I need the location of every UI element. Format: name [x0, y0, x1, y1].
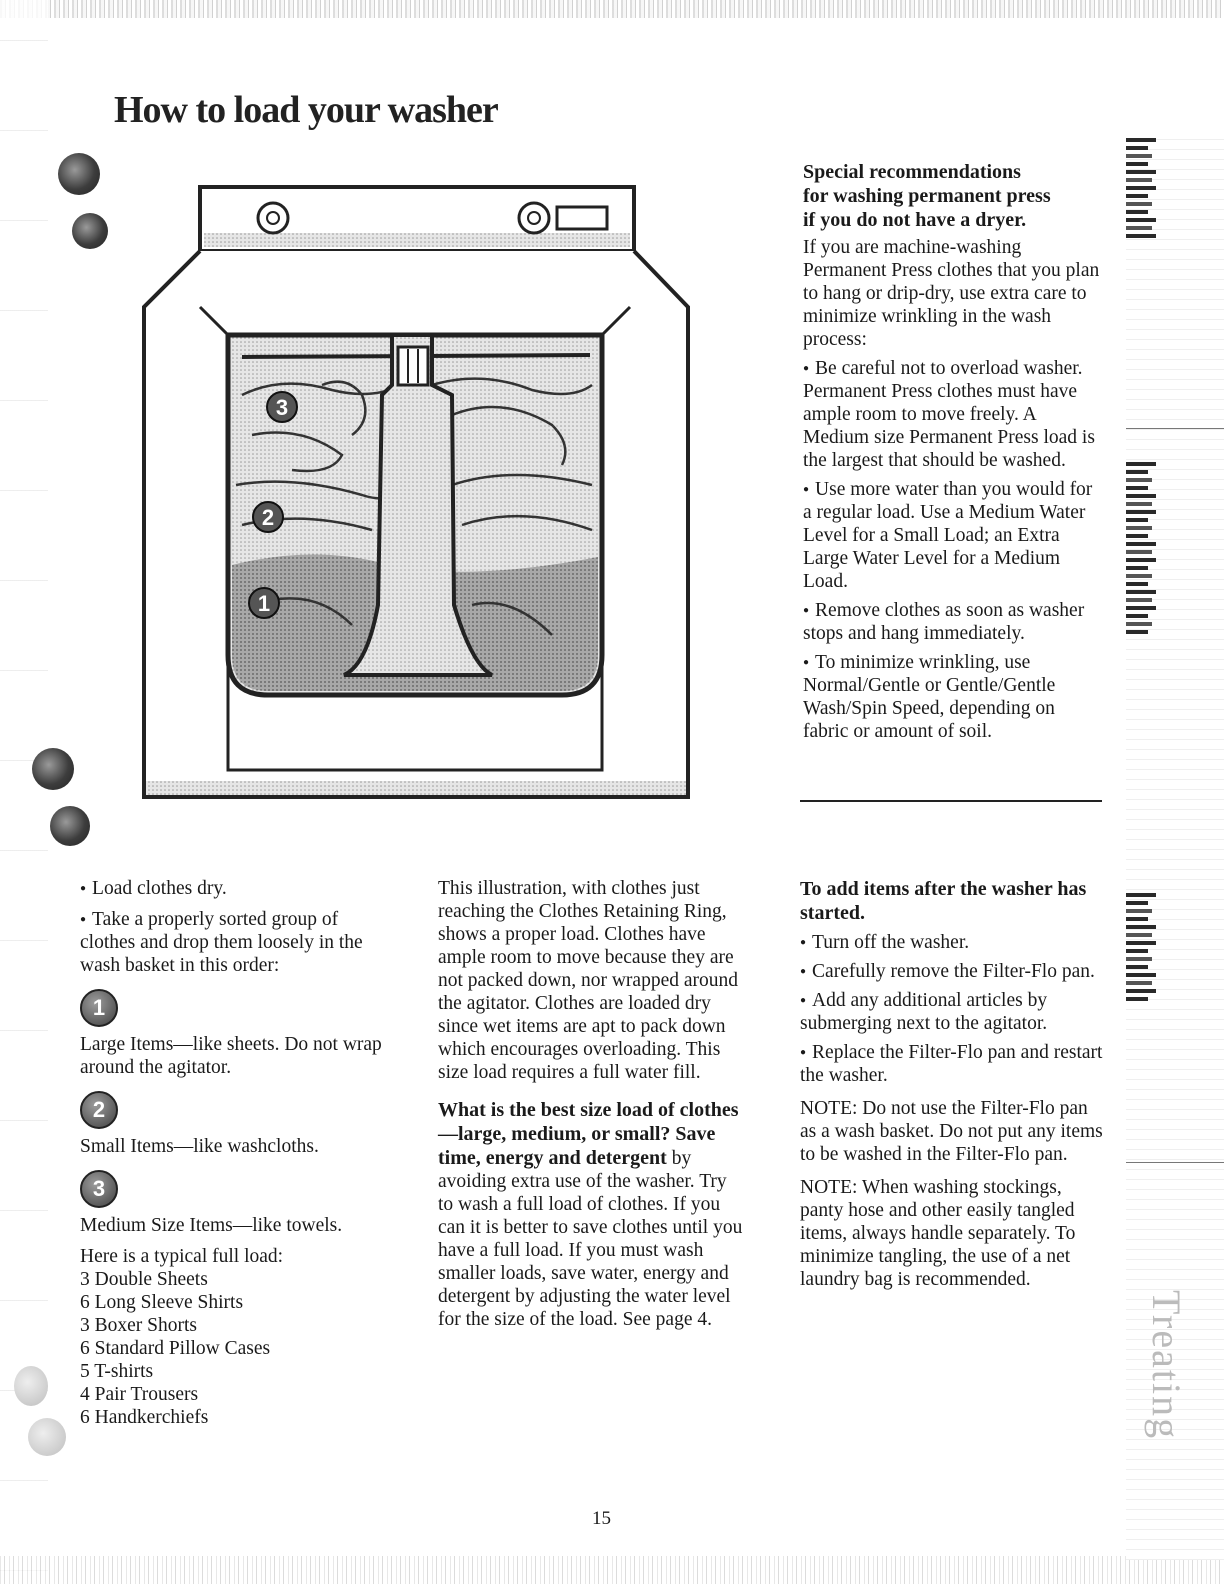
special-heading-line3: if you do not have a dryer. [803, 209, 1027, 231]
svg-text:1: 1 [257, 591, 271, 616]
step-1-number: 1 [80, 989, 118, 1027]
page-number: 15 [592, 1508, 611, 1529]
step-2-text: Small Items—like washcloths. [80, 1136, 319, 1157]
load-item: 6 Standard Pillow Cases [80, 1338, 271, 1359]
load-item: 6 Long Sleeve Shirts [80, 1292, 244, 1313]
sort-bullet: ● Take a properly sorted group of clothes and drop them loosely in the wash basket in this order: [80, 908, 390, 977]
best-size-body: by avoiding extra use of the washer. Try to wash a full load of clothes. If you can it is better to save clothes until you have a full load. If you must wash smaller loads, save water, energy and detergent by adjusting the water level for the size of the load. See page 4. [438, 1148, 743, 1330]
load-item: 4 Pair Trousers [80, 1384, 199, 1405]
step-3-text: Medium Size Items—like towels. [80, 1215, 343, 1236]
special-bullet: ● Be careful not to overload washer. Permanent Press clothes must have ample room to move freely. A Medium size Permanent Press load is the largest that should be washed. [803, 357, 1103, 472]
special-heading-line1: Special recommendations [803, 161, 1021, 183]
add-items-bullet: ● Carefully remove the Filter-Flo pan. [800, 960, 1104, 983]
scan-edge-bottom [0, 1556, 1224, 1584]
section-divider [800, 800, 1102, 802]
edge-tab-marks-3 [1126, 893, 1156, 1005]
edge-divider [1126, 1162, 1224, 1163]
special-intro: If you are machine-washing Permanent Press clothes that you plan to hang or drip-dry, use extra care to minimize wrinkling in the wash process: [803, 237, 1100, 350]
add-items-heading: To add items after the washer has started. [800, 878, 1087, 924]
side-tab-label: Treating [1144, 1290, 1189, 1441]
special-bullet: ● Use more water than you would for a regular load. Use a Medium Water Level for a Small Load; an Extra Large Water Level for a Medium Load. [803, 478, 1103, 593]
add-items-bullet: ● Add any additional articles by submerging next to the agitator. [800, 989, 1104, 1035]
special-bullet: ● To minimize wrinkling, use Normal/Gentle or Gentle/Gentle Wash/Spin Speed, depending on fabric or amount of soil. [803, 651, 1103, 743]
page-title: How to load your washer [114, 89, 498, 131]
load-item: 6 Handkerchiefs [80, 1407, 209, 1428]
edge-tab-marks-2 [1126, 462, 1156, 638]
add-items-bullet: ● Turn off the washer. [800, 931, 1104, 954]
step-3-number: 3 [80, 1170, 118, 1208]
illustration-description: This illustration, with clothes just reaching the Clothes Retaining Ring, shows a proper load. Clothes have ample room to move because they are not packed down, nor wrapped around the agitator. Clothes are loaded dry since wet items are apt to pack down which encourages overloading. This size load requires a full water fill. [438, 878, 738, 1083]
special-recommendations-section [803, 160, 1103, 749]
agitator-cap [398, 347, 428, 385]
special-heading-line2: for washing permanent press [803, 185, 1051, 207]
binder-hole [58, 153, 100, 195]
typical-load-list [80, 1268, 390, 1429]
washer-load-illustration [132, 185, 692, 800]
svg-text:2: 2 [261, 505, 275, 530]
loading-steps-column [80, 877, 390, 1429]
panel-shadow [204, 233, 630, 247]
proper-load-column [438, 877, 744, 1337]
binder-hole [50, 806, 90, 846]
best-size-lead: What is the best size load of clothes—large, medium, or small? Save time, energy and detergent [438, 1099, 739, 1169]
control-knob-center [267, 212, 279, 224]
load-dry-bullet: ● Load clothes dry. [80, 877, 390, 900]
typical-load-heading: Here is a typical full load: [80, 1246, 284, 1267]
special-bullet: ● Remove clothes as soon as washer stops and hang immediately. [803, 599, 1103, 645]
binder-hole [14, 1366, 48, 1406]
note-stockings: NOTE: When washing stockings, panty hose and other easily tangled items, always handle separately. To minimize tangling, the use of a net laundry bag is recommended. [800, 1177, 1076, 1290]
binder-hole [28, 1418, 66, 1456]
step-1-text: Large Items—like sheets. Do not wrap around the agitator. [80, 1034, 382, 1078]
binder-hole [72, 213, 108, 249]
scan-edge-top [0, 0, 1224, 18]
load-marker-3 [267, 392, 297, 422]
edge-divider [1126, 428, 1224, 429]
add-items-bullet: ● Replace the Filter-Flo pan and restart the washer. [800, 1041, 1104, 1087]
svg-text:3: 3 [275, 395, 289, 420]
display-window [557, 207, 607, 229]
cabinet-base-shadow [146, 781, 686, 795]
load-item: 3 Boxer Shorts [80, 1315, 197, 1336]
load-marker-1 [249, 588, 279, 618]
load-item: 3 Double Sheets [80, 1269, 208, 1290]
binder-hole [32, 748, 74, 790]
timer-knob-center [528, 212, 540, 224]
note-filter-flo: NOTE: Do not use the Filter-Flo pan as a wash basket. Do not put any items to be washed in the Filter-Flo pan. [800, 1098, 1103, 1165]
scan-edge-left [0, 0, 48, 1584]
step-2-number: 2 [80, 1091, 118, 1129]
best-size-paragraph [438, 1098, 744, 1331]
add-items-column [800, 877, 1104, 1297]
load-item: 5 T-shirts [80, 1361, 154, 1382]
edge-tab-marks-1 [1126, 138, 1156, 242]
load-marker-2 [253, 502, 283, 532]
